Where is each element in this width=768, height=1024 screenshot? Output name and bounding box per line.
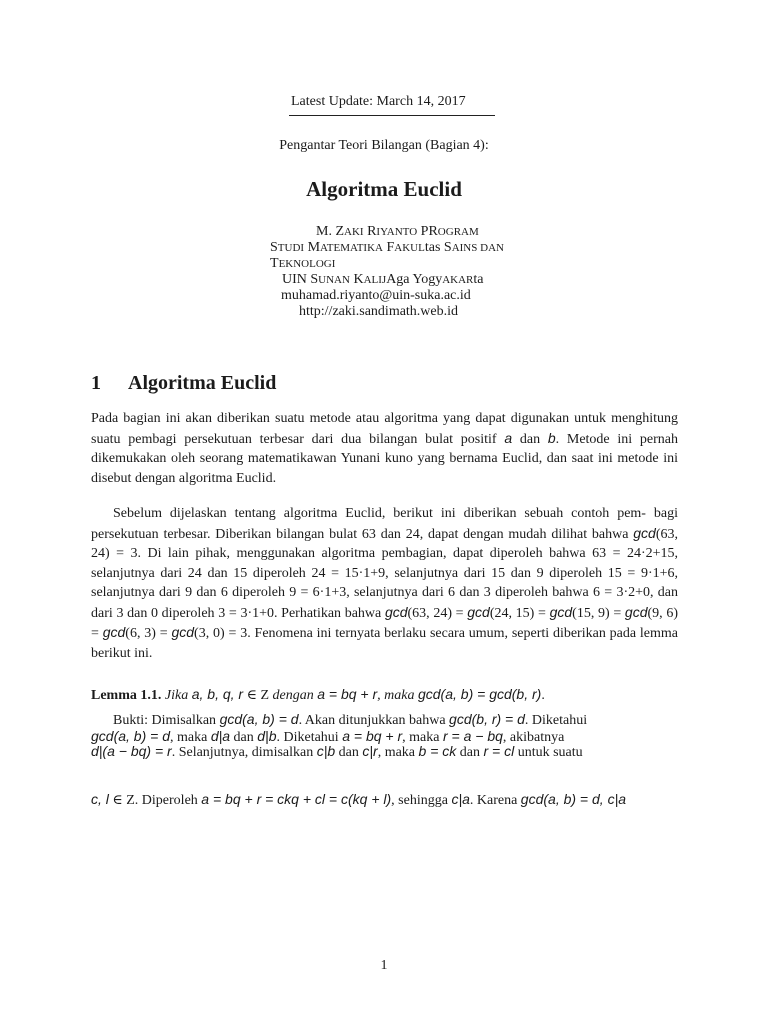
section-number: 1 <box>91 372 101 394</box>
intro-paragraph: Pada bagian ini akan diberikan suatu metode atau algoritma yang dapat digunakan untuk menghitung suatu pembagi persekutuan terbesar dari dua bilangan bulat positif a dan b. Metode ini pernah dikemukakan oleh seorang matematikawan Yunani kuno yang bernama Euclid, dan saat ini metode ini disebut dengan algoritma Euclid. <box>91 411 678 486</box>
lemma-statement: Lemma 1.1. Jika a, b, q, r ∈ Z dengan a = bq + r, maka gcd(a, b) = gcd(b, r). <box>91 686 545 703</box>
author-university: UIN SUNAN KALIJAga YogyAKARta <box>282 272 484 287</box>
document-title: Algoritma Euclid <box>306 177 462 201</box>
author-affiliation: STUDI MATEMATIKA FAKULtas SAINS DAN <box>270 240 504 255</box>
lemma-label: Lemma 1.1. <box>91 688 162 703</box>
section-title: Algoritma Euclid <box>128 372 277 394</box>
proof-continuation: c, l ∈ Z. Diperoleh a = bq + r = ckq + cl = c(kq + l), sehingga c|a. Karena gcd(a, b) = d, c|a <box>91 791 626 808</box>
series-subtitle: Pengantar Teori Bilangan (Bagian 4): <box>279 138 489 153</box>
author-website[interactable]: http://zaki.sandimath.web.id <box>299 304 459 319</box>
proof-line-1: Bukti: Dimisalkan gcd(a, b) = d. Akan ditunjukkan bahwa gcd(b, r) = d. Diketahui <box>113 711 588 728</box>
author-email[interactable]: muhamad.riyanto@uin-suka.ac.id <box>281 288 471 303</box>
author-affiliation-cont: TEKNOLOGI <box>270 256 336 271</box>
page-number: 1 <box>380 958 388 973</box>
proof-line-3: d|(a − bq) = r. Selanjutnya, dimisalkan c|b dan c|r, maka b = ck dan r = cl untuk suatu <box>91 743 583 760</box>
latest-update-line: Latest Update: March 14, 2017 <box>291 94 466 109</box>
author-name: M. ZAKI RIYANTO PROGRAM <box>316 224 479 239</box>
proof-line-2: gcd(a, b) = d, maka d|a dan d|b. Diketahui a = bq + r, maka r = a − bq, akibatnya <box>91 728 565 745</box>
example-paragraph: Sebelum dijelaskan tentang algoritma Euclid, berikut ini diberikan sebuah contoh pem- bagi persekutuan terbesar. Diberikan bilangan bulat 63 dan 24, dapat dengan mudah dilihat bahwa gcd(63, 24) = 3. Di lain pihak, menggunakan algoritma pembagian, dapat diperoleh bahwa 63 = 24·2+15, selanjutnya dari 24 dan 15 diperoleh 24 = 15·1+9, selanjutnya dari 15 dan 9 diperoleh 15 = 9·1+6, selanjutnya dari 9 dan 6 diperoleh 9 = 6·1+3, selanjutnya dari 6 dan 3 diperoleh bahwa 6 = 3·2+0, dan dari 3 dan 0 diperoleh 3 = 3·1+0. Perhatikan bahwa gcd(63, 24) = gcd(24, 15) = gcd(15, 9) = gcd(9, 6) = gcd(6, 3) = gcd(3, 0) = 3. Fenomena ini ternyata berlaku secara umum, seperti diberikan pada lemma berikut ini. <box>91 506 678 661</box>
update-underline <box>289 115 495 116</box>
